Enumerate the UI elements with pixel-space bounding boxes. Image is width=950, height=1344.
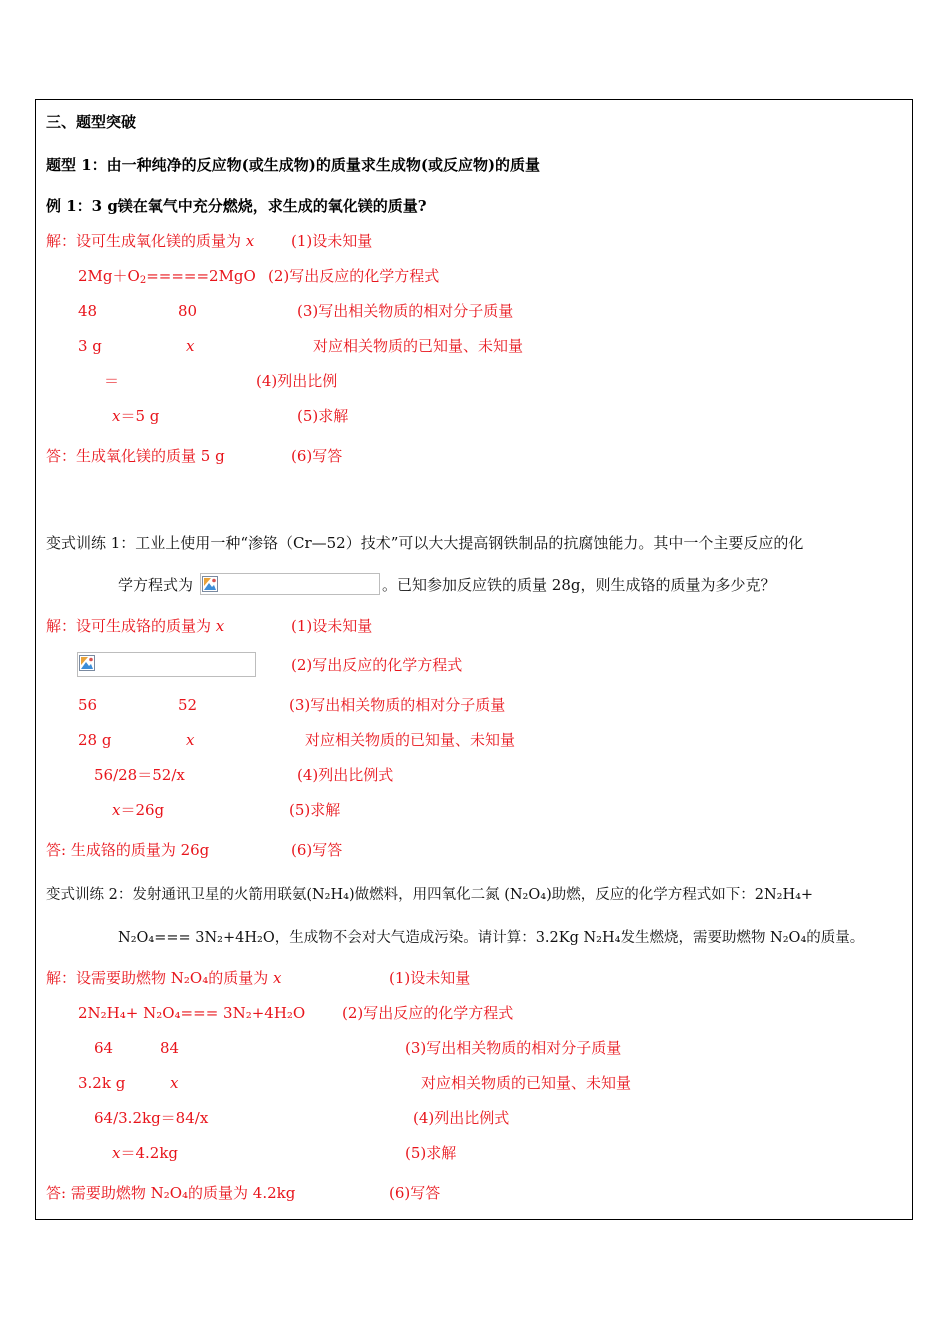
drill2-question-line2: N₂O₄=== 3N₂+4H₂O，生成物不会对大气造成污染。请计算：3.2Kg N₂H₄发生燃烧，需要助燃物 N₂O₄的质量。 (118, 930, 865, 946)
drill1-step6: (6)写答 (291, 841, 343, 859)
example1-unknown: x (186, 337, 195, 355)
type1-title: 题型 1：由一种纯净的反应物(或生成物)的质量求生成物(或反应物)的质量 (46, 156, 541, 174)
drill1-unknown: x (186, 731, 195, 749)
example1-step5: (5)求解 (297, 407, 349, 425)
example1-known: 3 g (78, 337, 102, 355)
drill2-step1: (1)设未知量 (389, 969, 471, 987)
drill2-answer: 答: 需要助燃物 N₂O₄的质量为 4.2kg (46, 1184, 296, 1202)
drill2-unknown: x (170, 1074, 179, 1092)
example1-answer: 答：生成氧化镁的质量 5 g (46, 447, 225, 465)
equation-image-placeholder (200, 573, 380, 595)
drill1-step1: (1)设未知量 (291, 617, 373, 635)
example1-step2: (2)写出反应的化学方程式 (268, 267, 440, 285)
equation-image-placeholder-2 (77, 652, 256, 677)
example1-step3b: 对应相关物质的已知量、未知量 (313, 337, 524, 355)
example1-step1: (1)设未知量 (291, 232, 373, 250)
example1-question: 例 1：3 g镁在氧气中充分燃烧，求生成的氧化镁的质量? (46, 197, 427, 215)
drill1-mass2: 52 (178, 696, 198, 714)
example1-equation: $2Mg+O_2=====2MgO$ (78, 267, 256, 286)
drill2-question-line1: 变式训练 2：发射通讯卫星的火箭用联氨(N₂H₄)做燃料，用四氧化二氮 (N₂O₄)助燃，反应的化学方程式如下：2N₂H₄+ (46, 887, 814, 903)
drill2-step6: (6)写答 (389, 1184, 441, 1202)
drill1-solution-setup: 解：设可生成铬的质量为 x (46, 617, 225, 635)
drill1-question-line2-start: 学方程式为 (118, 576, 194, 594)
example1-step4: (4)列出比例 (256, 372, 338, 390)
example1-step3: (3)写出相关物质的相对分子质量 (297, 302, 514, 320)
drill1-mass1: 56 (78, 696, 98, 714)
broken-image-icon (79, 655, 95, 671)
drill2-solution-setup: 解：设需要助燃物 N₂O₄的质量为 x (46, 969, 282, 987)
drill1-result: x＝26g (112, 801, 165, 819)
drill2-step2: (2)写出反应的化学方程式 (342, 1004, 514, 1022)
drill2-result: x＝4.2kg (112, 1144, 179, 1162)
drill1-step2: (2)写出反应的化学方程式 (291, 656, 463, 674)
example1-mass2: 80 (178, 302, 198, 320)
drill1-ratio: 56/28＝52/x (94, 766, 185, 784)
drill1-question-line1: 变式训练 1：工业上使用一种“渗铬（Cr—52）技术”可以大大提高钢铁制品的抗腐蚀能力。其中一个主要反应的化 (46, 534, 804, 552)
example1-solution-setup: 解：设可生成氧化镁的质量为 x (46, 232, 255, 250)
drill1-step5: (5)求解 (289, 801, 341, 819)
drill2-step5: (5)求解 (405, 1144, 457, 1162)
drill2-equation: 2N₂H₄+ N₂O₄=== 3N₂+4H₂O (78, 1004, 306, 1022)
drill2-known: 3.2k g (78, 1074, 126, 1092)
drill2-ratio: 64/3.2kg＝84/x (94, 1109, 209, 1127)
drill1-question-line2-end: 。已知参加反应铁的质量 28g，则生成铬的质量为多少克？ (382, 576, 776, 594)
example1-result: x＝5 g (112, 407, 160, 425)
drill1-step3: (3)写出相关物质的相对分子质量 (289, 696, 506, 714)
drill1-step3b: 对应相关物质的已知量、未知量 (305, 731, 516, 749)
drill2-step4: (4)列出比例式 (413, 1109, 510, 1127)
broken-image-icon (202, 576, 218, 592)
drill1-answer: 答: 生成铬的质量为 26g (46, 841, 210, 859)
drill1-known: 28 g (78, 731, 112, 749)
example1-equals: ＝ (104, 372, 120, 390)
section-title: 三、题型突破 (46, 113, 137, 131)
drill2-mass2: 84 (160, 1039, 180, 1057)
example1-step6: (6)写答 (291, 447, 343, 465)
drill2-mass1: 64 (94, 1039, 114, 1057)
drill2-step3b: 对应相关物质的已知量、未知量 (421, 1074, 632, 1092)
drill2-step3: (3)写出相关物质的相对分子质量 (405, 1039, 622, 1057)
drill1-step4: (4)列出比例式 (297, 766, 394, 784)
example1-mass1: 48 (78, 302, 98, 320)
